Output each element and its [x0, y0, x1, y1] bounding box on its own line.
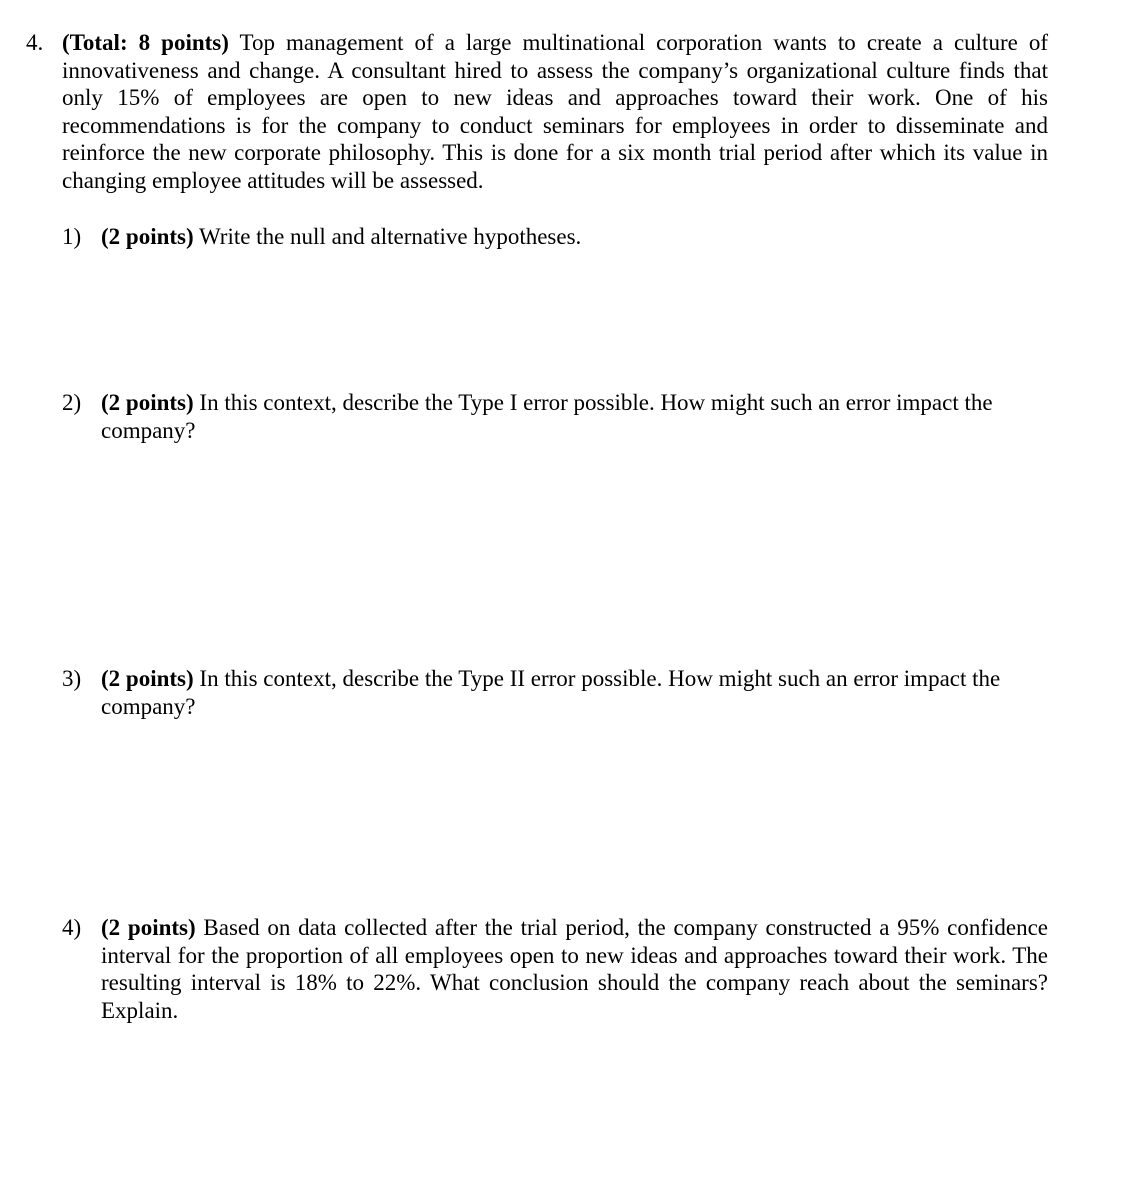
question-stem	[62, 29, 1048, 194]
question-text: Top management of a large multinational corporation wants to create a culture of innovativeness and change. A consultant hired to assess the company’s organizational culture finds that only 15% of employees are open to new ideas and approaches toward their work. One of his recommendations is for the company to conduct seminars for employees in order to disseminate and reinforce the new corporate philosophy. This is done for a six month trial period after which its value in changing employee attitudes will be assessed.	[62, 30, 1049, 193]
part-prompt	[101, 665, 1014, 720]
part-2	[62, 389, 1048, 444]
part-points: (2 points)	[101, 390, 194, 415]
part-number: 4)	[62, 915, 82, 940]
part-text: Write the null and alternative hypotheses.	[199, 224, 582, 249]
part-prompt	[101, 389, 1048, 444]
part-prompt	[101, 914, 1048, 1024]
part-points: (2 points)	[101, 666, 194, 691]
part-text: Based on data collected after the trial period, the company constructed a 95% confidence interval for the proportion of all employees open to new ideas and approaches toward their work. The resulting interval is 18% to 22%. What conclusion should the company reach about the seminars? Explain.	[101, 915, 1049, 1023]
part-4	[62, 914, 1048, 1024]
part-1	[62, 223, 1048, 251]
part-text: In this context, describe the Type II error possible. How might such an error impact the company?	[101, 666, 1001, 719]
question-heading: (Total: 8 points)	[62, 30, 229, 55]
part-number: 3)	[62, 666, 82, 691]
part-number: 2)	[62, 390, 82, 415]
part-text: In this context, describe the Type I error possible. How might such an error impact the company?	[101, 390, 993, 443]
question-number: 4.	[26, 30, 44, 55]
part-number: 1)	[62, 224, 82, 249]
part-3	[62, 665, 1014, 720]
part-points: (2 points)	[101, 224, 194, 249]
part-prompt	[101, 223, 1048, 251]
question-4	[26, 29, 1048, 194]
part-points: (2 points)	[101, 915, 196, 940]
